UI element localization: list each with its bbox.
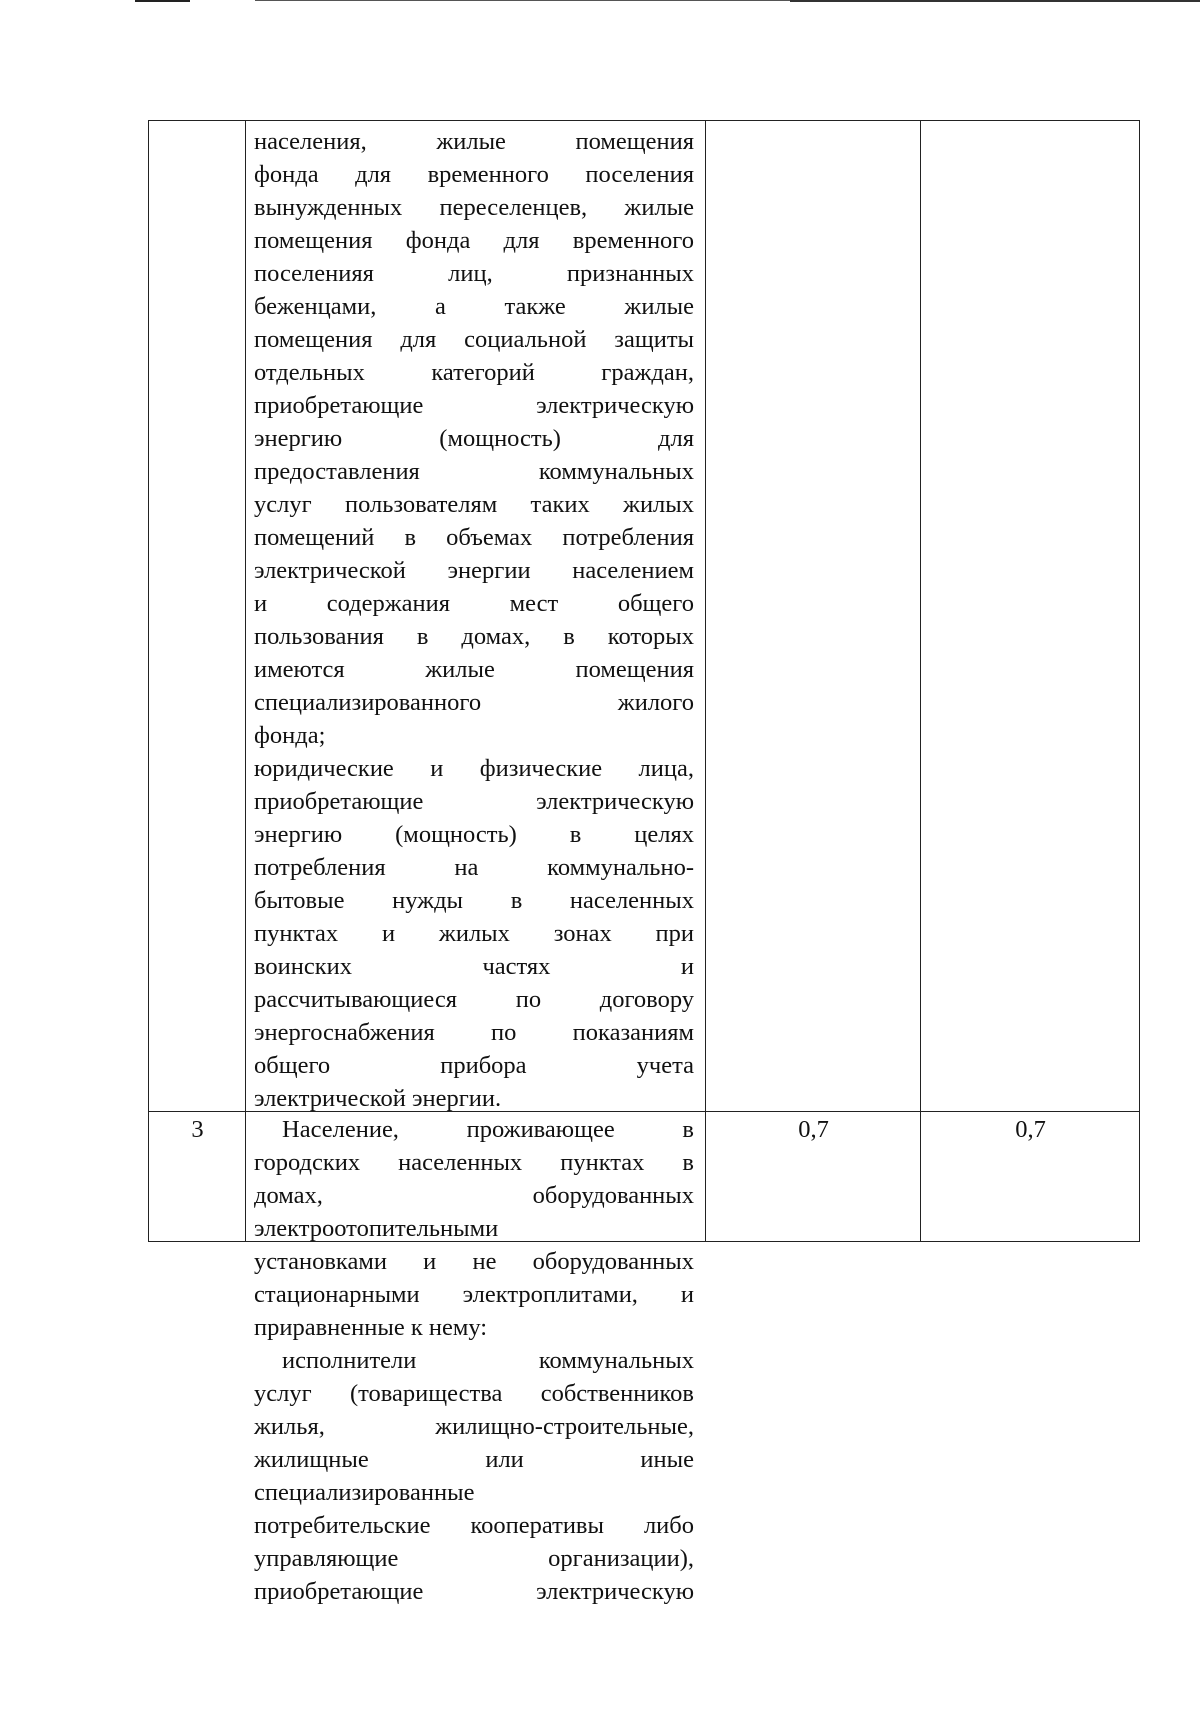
text-line: приобретающие электрическую — [254, 1578, 694, 1605]
text-line: поселенияя лиц, признанных — [254, 260, 694, 287]
text-line: потребления на коммунально- — [254, 854, 694, 881]
text-line: электрической энергии. — [254, 1085, 502, 1112]
description-cell-continued — [254, 125, 694, 1115]
text-line: фонда для временного поселения — [254, 161, 694, 188]
column-border — [245, 120, 246, 1242]
text-line: электрической энергии населением — [254, 557, 694, 584]
text-line: стационарными электроплитами, и — [254, 1281, 694, 1308]
text-line: и содержания мест общего — [254, 590, 694, 617]
text-line: бытовые нужды в населенных — [254, 887, 694, 914]
column-border — [920, 120, 921, 1242]
text-line: энергию (мощность) в целях — [254, 821, 694, 848]
scan-edge-line — [790, 0, 1200, 2]
table-border-top — [148, 120, 1140, 121]
row-number: 3 — [191, 1116, 204, 1143]
text-line: пунктах и жилых зонах при — [254, 920, 694, 947]
column-border — [1139, 120, 1140, 1242]
text-line: общего прибора учета — [254, 1052, 694, 1079]
text-line: пользования в домах, в которых — [254, 623, 694, 650]
text-line: помещения фонда для временного — [254, 227, 694, 254]
text-line: населения, жилые помещения — [254, 128, 694, 155]
text-line: имеются жилые помещения — [254, 656, 694, 683]
text-line: помещений в объемах потребления — [254, 524, 694, 551]
text-line: управляющие организации), — [254, 1545, 694, 1572]
scan-edge-line — [135, 0, 190, 2]
text-line: беженцами, а также жилые — [254, 293, 694, 320]
scan-edge-line — [255, 0, 790, 1]
text-line: воинских частях и — [254, 953, 694, 980]
text-line: вынужденных переселенцев, жилые — [254, 194, 694, 221]
text-line: электроотопительными — [254, 1215, 499, 1242]
text-line: отдельных категорий граждан, — [254, 359, 694, 386]
text-line: услуг (товарищества собственников — [254, 1380, 694, 1407]
text-line: установками и не оборудованных — [254, 1248, 694, 1275]
text-line: предоставления коммунальных — [254, 458, 694, 485]
text-line: специализированного жилого — [254, 689, 694, 716]
text-line: юридические и физические лица, — [254, 755, 694, 782]
text-line: приравненные к нему: — [254, 1314, 488, 1341]
text-line: приобретающие электрическую — [254, 788, 694, 815]
value-cell-2: 0,7 — [1015, 1116, 1046, 1143]
text-line: потребительские кооперативы либо — [254, 1512, 694, 1539]
text-line: жилья, жилищно-строительные, — [254, 1413, 694, 1440]
text-line: исполнители коммунальных — [282, 1347, 694, 1374]
text-line: фонда; — [254, 722, 326, 749]
text-line: услуг пользователям таких жилых — [254, 491, 694, 518]
text-line: специализированные — [254, 1479, 475, 1506]
text-line: помещения для социальной защиты — [254, 326, 694, 353]
text-line: городских населенных пунктах в — [254, 1149, 694, 1176]
description-cell-row-3 — [254, 1113, 694, 1608]
value-cell-1: 0,7 — [798, 1116, 829, 1143]
text-line: жилищные или иные — [254, 1446, 694, 1473]
text-line: приобретающие электрическую — [254, 392, 694, 419]
text-line: рассчитывающиеся по договору — [254, 986, 694, 1013]
text-line: энергию (мощность) для — [254, 425, 694, 452]
text-line: Население, проживающее в — [282, 1116, 694, 1143]
column-border — [148, 120, 149, 1242]
text-line: энергоснабжения по показаниям — [254, 1019, 694, 1046]
text-line: домах, оборудованных — [254, 1182, 694, 1209]
column-border — [705, 120, 706, 1242]
